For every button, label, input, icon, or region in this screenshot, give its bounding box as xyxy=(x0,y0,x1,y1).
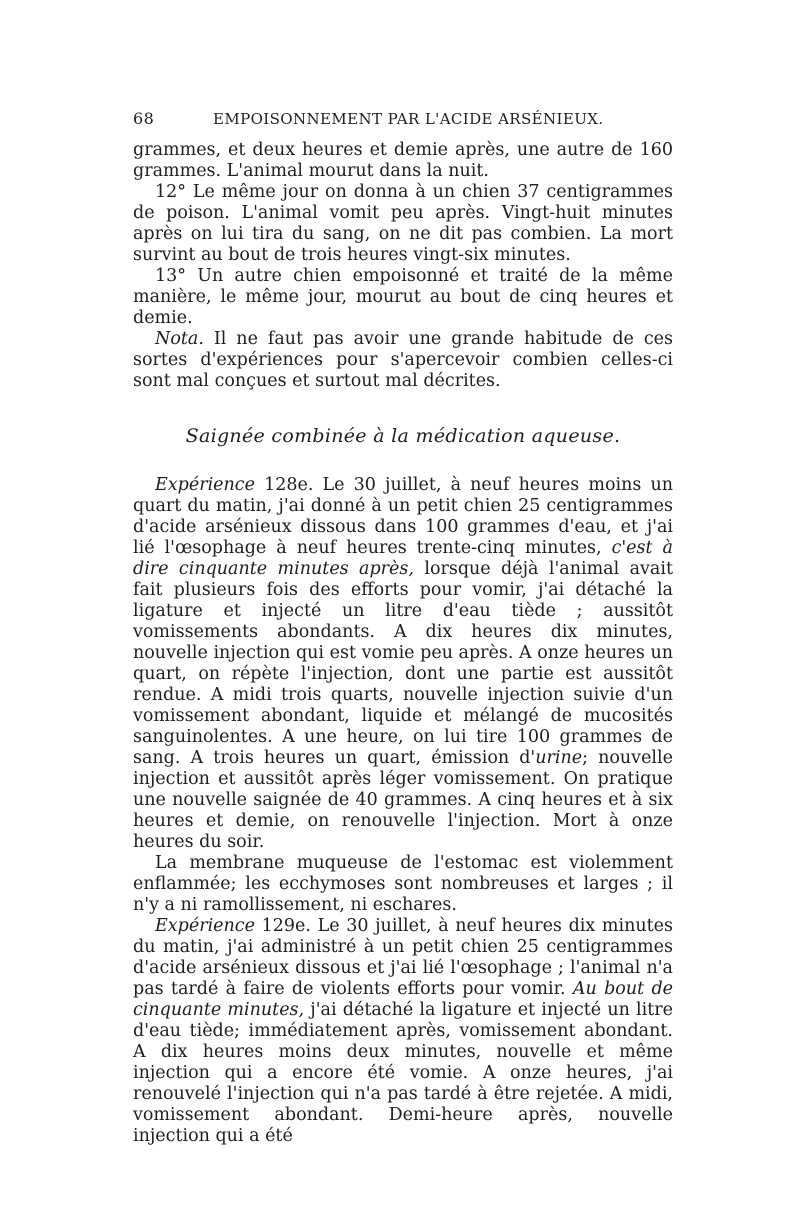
nota-label: Nota. xyxy=(155,329,204,349)
section-heading: Saignée combinée à la médication aqueuse. xyxy=(185,425,621,447)
paragraph-item-12: 12° Le même jour on donna à un chien 37 centigrammes de poison. L'animal vomit peu après. Vingt-huit minutes après on lui tira du sang, on ne dit pas combien. La mort survint au bout de trois heures vingt-six minutes. xyxy=(133,182,673,265)
experience-129-text-b: j'ai détaché la ligature et injecté un litre d'eau tiède; immédiatement après, vomissement abondant. A dix heures moins deux minutes, nouvelle et même injection qui a encore été vomie. A onze heures, j'ai renouvelé l'injection qui n'a pas tardé à être rejetée. A midi, vomissement abondant. Demi-heure après, nouvelle injection qui a été xyxy=(133,1000,674,1146)
experience-128-emphasis: c'est à dire cinquante minutes après, xyxy=(133,538,673,579)
experience-129-emphasis: Au bout de cinquante minutes, xyxy=(133,979,673,1020)
paragraph-item-13: 13° Un autre chien empoisonné et traité de la même manière, le même jour, mourut au bout de cinq heures et demie. xyxy=(133,266,673,328)
paragraph-experience-128 xyxy=(133,475,673,853)
paragraph-experience-129 xyxy=(133,916,673,1147)
running-header xyxy=(133,108,673,132)
experience-129-label: Expérience xyxy=(155,916,255,936)
experience-129-text-a: 129e. Le 30 juillet, à neuf heures dix minutes du matin, j'ai administré à un petit chien 25 centigrammes d'acide arsénieux dissous et j'ai lié l'œsophage ; l'animal n'a pas tardé à faire de violents efforts pour vomir. xyxy=(133,916,673,999)
page-number: 68 xyxy=(133,109,155,128)
running-title: EMPOISONNEMENT PAR L'ACIDE ARSÉNIEUX. xyxy=(213,110,604,128)
paragraph-continuation: grammes, et deux heures et demie après, une autre de 160 grammes. L'animal mourut dans la nuit. xyxy=(133,140,673,181)
experience-128-text-a: 128e. Le 30 juillet, à neuf heures moins un quart du matin, j'ai donné à un petit chien 25 centigrammes d'acide arsénieux dissous dans 100 grammes d'eau, et j'ai lié l'œsophage à neuf heures trente-cinq minutes, xyxy=(133,475,673,558)
experience-128-text-c: ; nouvelle injection et aussitôt après léger vomissement. On pratique une nouvelle saignée de 40 grammes. A cinq heures et à six heures et demie, on renouvelle l'injection. Mort à onze heures du soir. xyxy=(133,748,673,852)
paragraph-autopsy: La membrane muqueuse de l'estomac est violemment enflammée; les ecchymoses sont nombreuses et larges ; il n'y a ni ramollissement, ni eschares. xyxy=(133,853,673,915)
nota-text: Il ne faut pas avoir une grande habitude de ces sortes d'expériences pour s'apercevoir combien celles-ci sont mal conçues et surtout mal décrites. xyxy=(133,329,673,391)
experience-128-label: Expérience xyxy=(155,475,255,495)
book-page xyxy=(133,108,673,1147)
paragraph-nota xyxy=(133,329,673,392)
experience-128-text-b: lorsque déjà l'animal avait fait plusieurs fois des efforts pour vomir, j'ai détaché la ligature et injecté un litre d'eau tiède ; aussitôt vomissements abondants. A dix heures dix minutes, nouvelle injection qui est vomie peu après. A onze heures un quart, on répète l'injection, dont une partie est aussitôt rendue. A midi trois quarts, nouvelle injection suivie d'un vomissement abondant, liquide et mélangé de mucosités sanguinolentes. A une heure, on lui tire 100 grammes de sang. A trois heures un quart, émission d' xyxy=(133,559,673,768)
experience-128-urine: urine xyxy=(535,748,583,768)
